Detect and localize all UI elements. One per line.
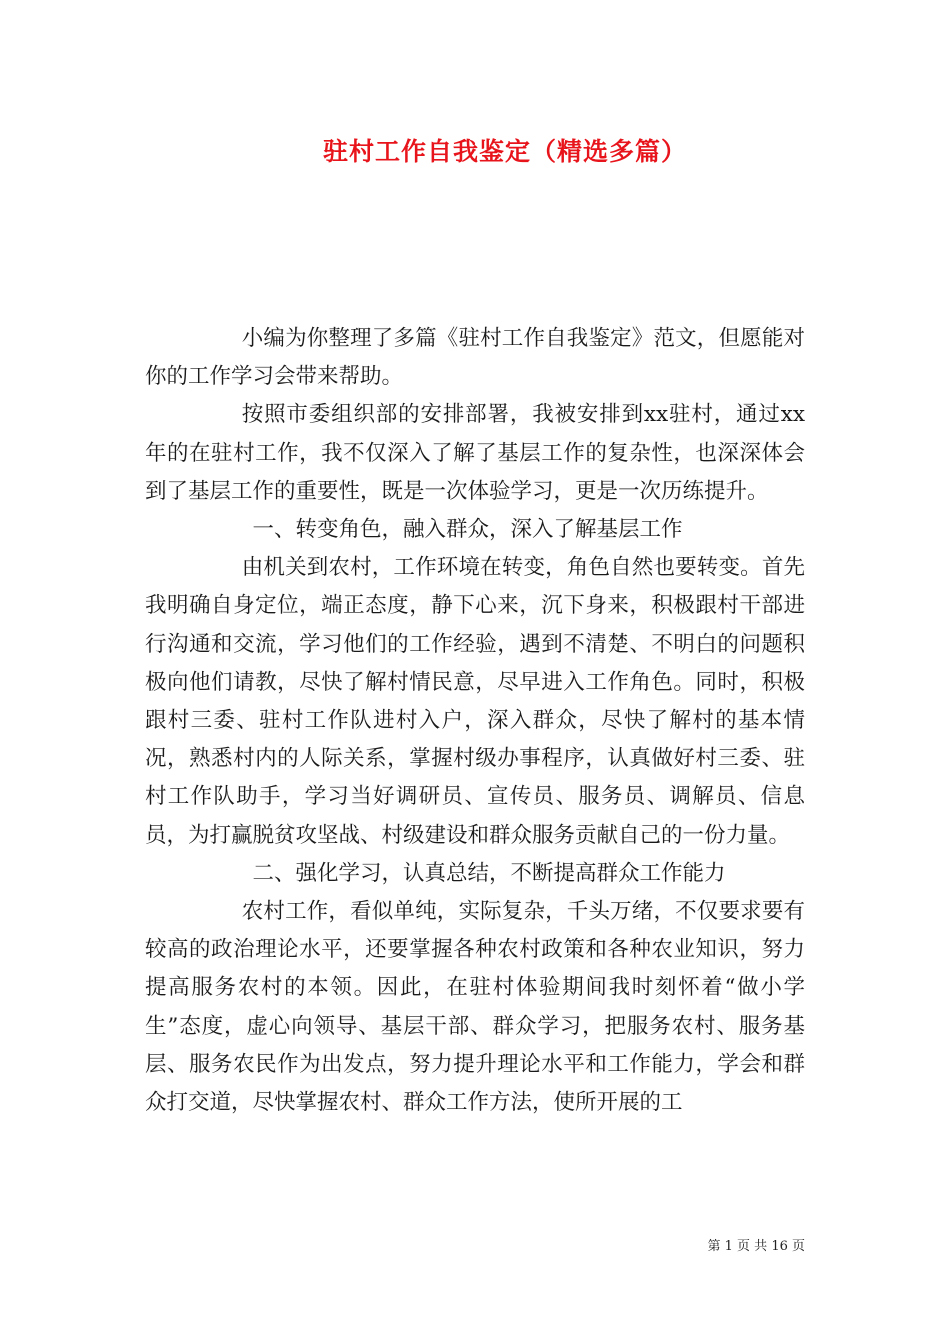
- intro-paragraph: 小编为你整理了多篇《驻村工作自我鉴定》范文，但愿能对你的工作学习会带来帮助。: [145, 326, 805, 390]
- body-paragraph: 由机关到农村，工作环境在转变，角色自然也要转变。首先我明确自身定位，端正态度，静下心来，沉下身来，积极跟村干部进行沟通和交流，学习他们的工作经验，遇到不清楚、不明白的问题积极向他们请教，尽快了解村情民意，尽早进入工作角色。同时，积极跟村三委、驻村工作队进村入户，深入群众，尽快了解村的基本情况，熟悉村内的人际关系，掌握村级办事程序，认真做好村三委、驻村工作队助手，学习当好调研员、宣传员、服务员、调解员、信息员，为打赢脱贫攻坚战、村级建设和群众服务贡献自己的一份力量。: [145, 555, 805, 848]
- page-number: 第 1 页 共 16 页: [707, 1239, 805, 1254]
- body-paragraph: 按照市委组织部的安排部署，我被安排到xx驻村，通过xx年的在驻村工作，我不仅深入了解了基层工作的复杂性，也深深体会到了基层工作的重要性，既是一次体验学习，更是一次历练提升。: [145, 402, 805, 504]
- section-heading: 二、强化学习，认真总结，不断提高群众工作能力: [252, 860, 726, 886]
- document-body: [145, 320, 805, 1122]
- section-heading: 一、转变角色，融入群众，深入了解基层工作: [252, 517, 683, 543]
- document-title: 驻村工作自我鉴定（精选多篇）: [322, 137, 687, 166]
- body-paragraph: 农村工作，看似单纯，实际复杂，千头万绪，不仅要求要有较高的政治理论水平，还要掌握各种农村政策和各种农业知识，努力提高服务农村的本领。因此，在驻村体验期间我时刻怀着“做小学生”态度，虚心向领导、基层干部、群众学习，把服务农村、服务基层、服务农民作为出发点，努力提升理论水平和工作能力，学会和群众打交道，尽快掌握农村、群众工作方法，使所开展的工: [145, 899, 805, 1116]
